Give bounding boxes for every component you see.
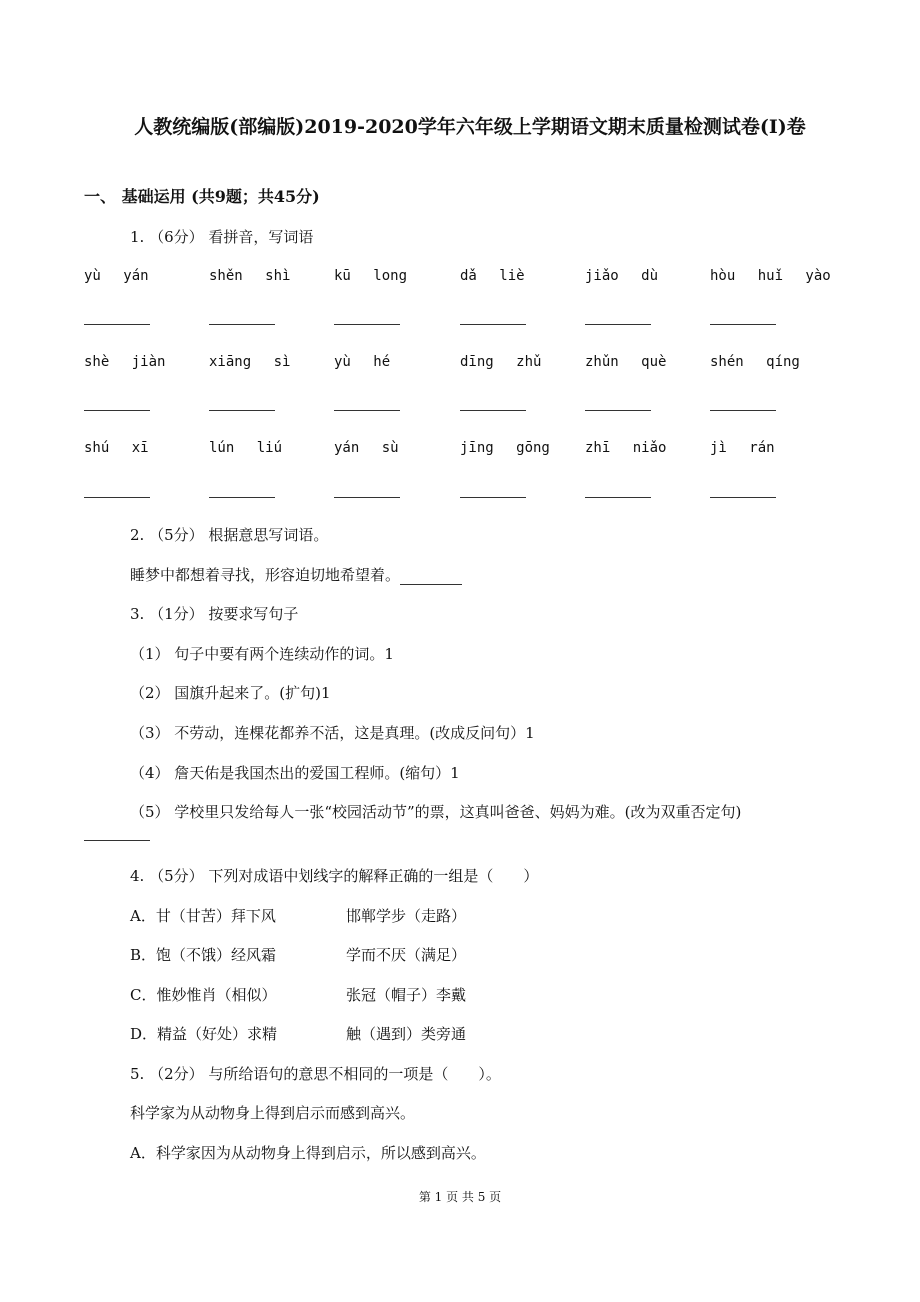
answer-blank[interactable] [209, 497, 275, 498]
answer-blank[interactable] [710, 410, 776, 411]
pinyin-cell: jiǎo dù [585, 268, 659, 284]
answer-blank[interactable] [209, 410, 275, 411]
pinyin-cell: kū long [334, 268, 408, 284]
option-a-right: 邯郸学步（走路） [346, 907, 467, 925]
pinyin-cell: yán sù [334, 440, 399, 456]
option-d-right: 触（遇到）类旁通 [346, 1025, 467, 1043]
pinyin-cell: zhī niǎo [585, 440, 667, 456]
answer-blank[interactable] [460, 497, 526, 498]
question-3-heading: 3. （1分） 按要求写句子 [130, 605, 299, 623]
question-1-heading: 1. （6分） 看拼音，写词语 [130, 228, 314, 246]
pinyin-cell: shè jiàn [84, 354, 166, 370]
option-a-left: A．甘（甘苦）拜下风 [130, 907, 276, 925]
section-heading: 一、 基础运用 (共9题；共45分) [84, 187, 320, 206]
answer-blank[interactable] [334, 410, 400, 411]
pinyin-cell: shú xī [84, 440, 149, 456]
page-footer: 第 1 页 共 5 页 [418, 1190, 502, 1204]
answer-blank[interactable] [84, 324, 150, 325]
answer-blank[interactable] [710, 497, 776, 498]
pinyin-cell: dīng zhǔ [460, 354, 542, 370]
pinyin-cell: yù yán [84, 268, 149, 284]
question-3-item: （4） 詹天佑是我国杰出的爱国工程师。(缩句）1 [130, 764, 460, 782]
question-3-item: （3） 不劳动，连棵花都养不活，这是真理。(改成反问句）1 [130, 724, 535, 742]
question-5-heading: 5. （2分） 与所给语句的意思不相同的一项是（ ）。 [130, 1065, 501, 1083]
pinyin-cell: zhǔn què [585, 354, 667, 370]
question-5-option-a: A．科学家因为从动物身上得到启示，所以感到高兴。 [130, 1144, 486, 1162]
answer-blank[interactable] [460, 410, 526, 411]
question-2-text [130, 564, 462, 585]
option-b-left: B．饱（不饿）经风霜 [130, 946, 277, 964]
option-d-left: D．精益（好处）求精 [130, 1025, 278, 1043]
question-5-text: 科学家为从动物身上得到启示而感到高兴。 [130, 1104, 416, 1122]
page-title: 人教统编版(部编版)2019-2020学年六年级上学期语文期末质量检测试卷(I)卷 [134, 116, 806, 138]
pinyin-cell: xiāng sì [209, 354, 291, 370]
option-b-right: 学而不厌（满足） [346, 946, 467, 964]
answer-blank[interactable] [84, 497, 150, 498]
answer-blank[interactable] [84, 410, 150, 411]
question-2-prompt: 睡梦中都想着寻找，形容迫切地希望着。 [130, 566, 401, 584]
pinyin-cell: jì rán [710, 440, 775, 456]
question-4-heading: 4. （5分） 下列对成语中划线字的解释正确的一组是（ ） [130, 867, 539, 885]
pinyin-cell: yù hé [334, 354, 391, 370]
answer-blank[interactable] [585, 410, 651, 411]
pinyin-cell: dǎ liè [460, 268, 525, 284]
pinyin-cell: lún liú [209, 440, 283, 456]
answer-blank[interactable] [585, 497, 651, 498]
pinyin-cell: shén qíng [710, 354, 800, 370]
option-row [130, 905, 466, 926]
question-3-item: （5） 学校里只发给每人一张“校园活动节”的票，这真叫爸爸、妈妈为难。(改为双重否定句) [130, 803, 742, 821]
answer-blank[interactable] [334, 324, 400, 325]
question-3-item: （1） 句子中要有两个连续动作的词。1 [130, 645, 394, 663]
answer-blank[interactable] [84, 840, 150, 841]
answer-blank[interactable] [400, 570, 462, 585]
answer-blank[interactable] [460, 324, 526, 325]
answer-blank[interactable] [710, 324, 776, 325]
pinyin-cell: hòu huǐ yào [710, 268, 831, 284]
option-row [130, 984, 466, 1005]
answer-blank[interactable] [334, 497, 400, 498]
answer-blank[interactable] [209, 324, 275, 325]
answer-blank[interactable] [585, 324, 651, 325]
option-row [130, 944, 466, 965]
question-2-heading: 2. （5分） 根据意思写词语。 [130, 526, 329, 544]
pinyin-cell: shěn shì [209, 268, 291, 284]
option-c-left: C．惟妙惟肖（相似） [130, 986, 277, 1004]
question-3-item: （2） 国旗升起来了。(扩句)1 [130, 684, 331, 702]
option-c-right: 张冠（帽子）李戴 [346, 986, 467, 1004]
pinyin-cell: jīng gōng [460, 440, 550, 456]
option-row [130, 1023, 466, 1044]
